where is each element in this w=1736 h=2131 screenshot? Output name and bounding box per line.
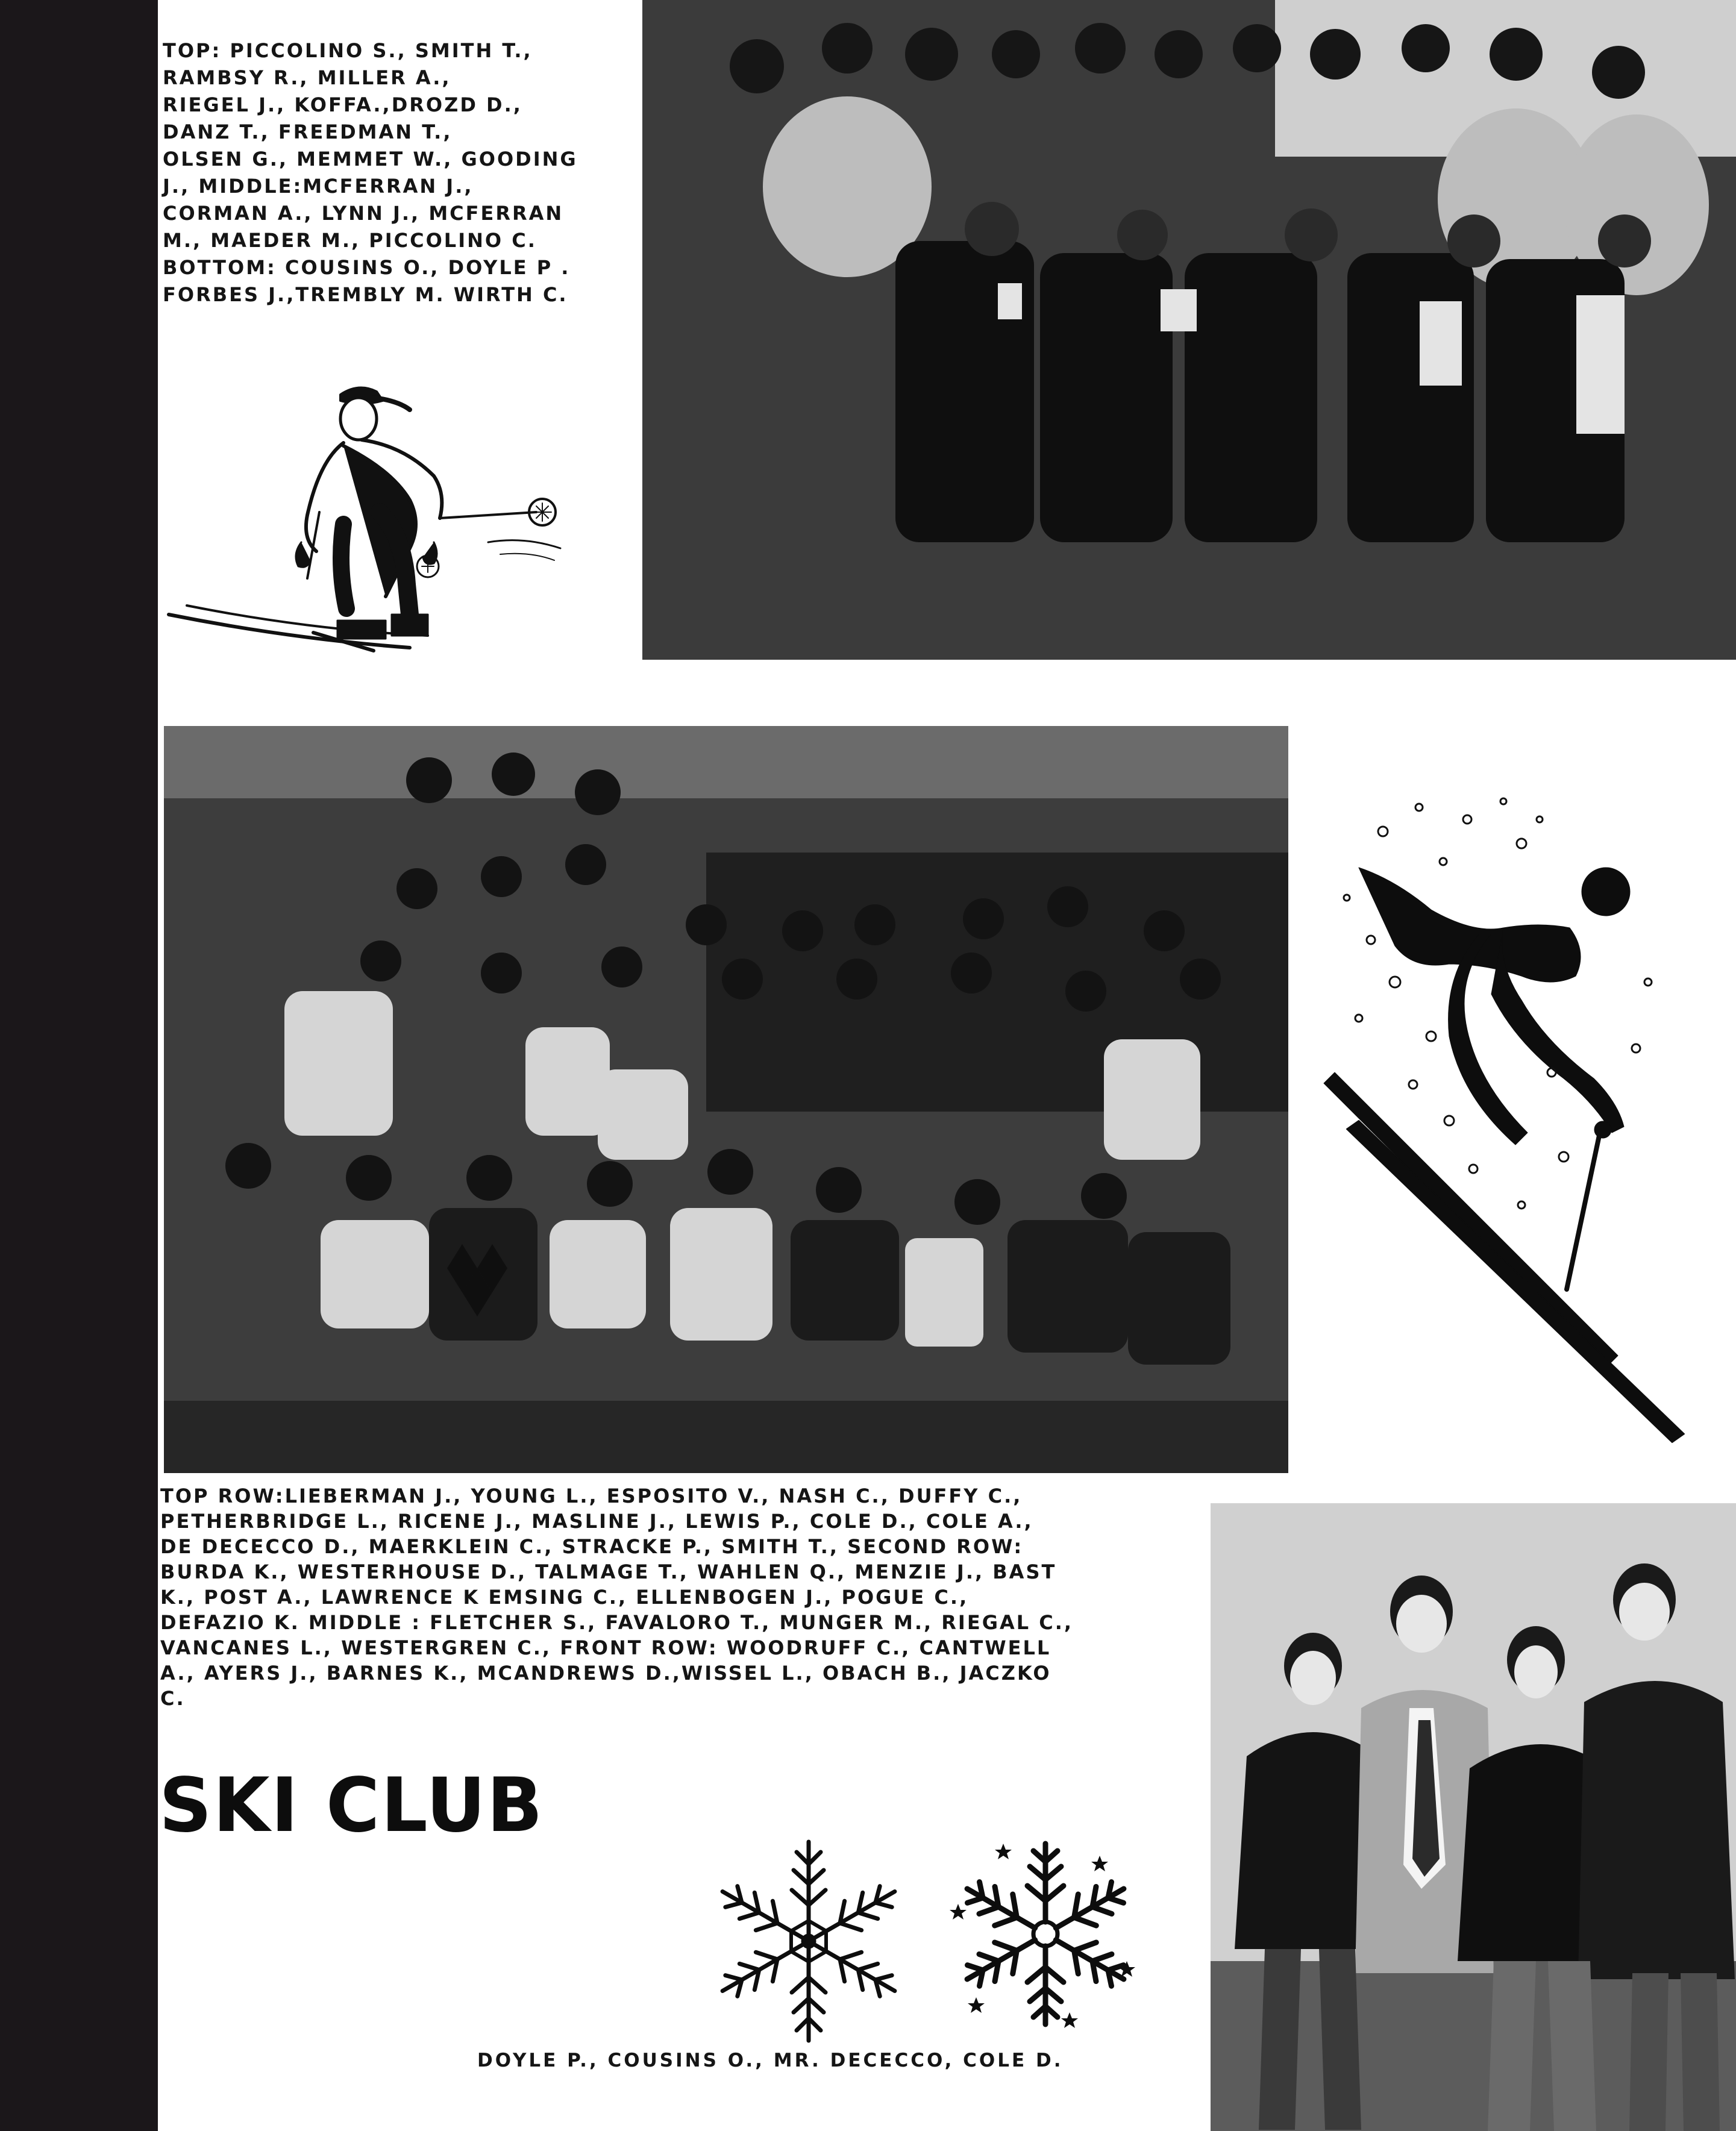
snowflake-icon — [696, 1838, 922, 2045]
page-spine-bar — [0, 0, 158, 2131]
officers-caption: DOYLE P., COUSINS O., MR. DECECCO, COLE D. — [477, 2050, 1064, 2071]
middle-group-photo — [164, 726, 1288, 1473]
page-title: SKI CLUB — [159, 1762, 544, 1849]
downhill-skier-icon — [1323, 783, 1708, 1458]
officers-photo — [1211, 1503, 1736, 2131]
middle-group-caption: TOP ROW:LIEBERMAN J., YOUNG L., ESPOSITO V., NASH C., DUFFY C., PETHERBRIDGE L., RICENE J., MASLINE J., LEWIS P., COLE D., COLE A., DE DECECCO D., MAERKLEIN C., STRACKE P., SMITH T., SECOND ROW: BURDA K., WESTERHOUSE D., TALMAGE T., WAHLEN Q., MENZIE J., BAST K., POST A., LAWRENCE K EMSING C., ELLENBOGEN J., POGUE C., DEFAZIO K. MIDDLE : FLETCHER S., FAVALORO T., MUNGER M., RIEGAL C., VANCANES L., WESTERGREN C., FRONT ROW: WOODRUFF C., CANTWELL A., AYERS J., BARNES K., MCANDREWS D.,WISSEL L., OBACH B., JACZKO C. — [160, 1485, 1074, 1710]
snowflake-with-stars-icon — [946, 1832, 1145, 2036]
top-group-caption: TOP: PICCOLINO S., SMITH T., RAMBSY R., MILLER A., RIEGEL J., KOFFA.,DROZD D., DANZ T., FREEDMAN T., OLSEN G., MEMMET W., GOODING J., MIDDLE:MCFERRAN J., CORMAN A., LYNN J., MCFERRAN M., MAEDER M., PICCOLINO C. BOTTOM: COUSINS O., DOYLE P . FORBES J.,TREMBLY M. WIRTH C. — [163, 39, 578, 306]
skier-drawing-icon — [163, 361, 633, 663]
top-group-photo — [642, 0, 1736, 660]
